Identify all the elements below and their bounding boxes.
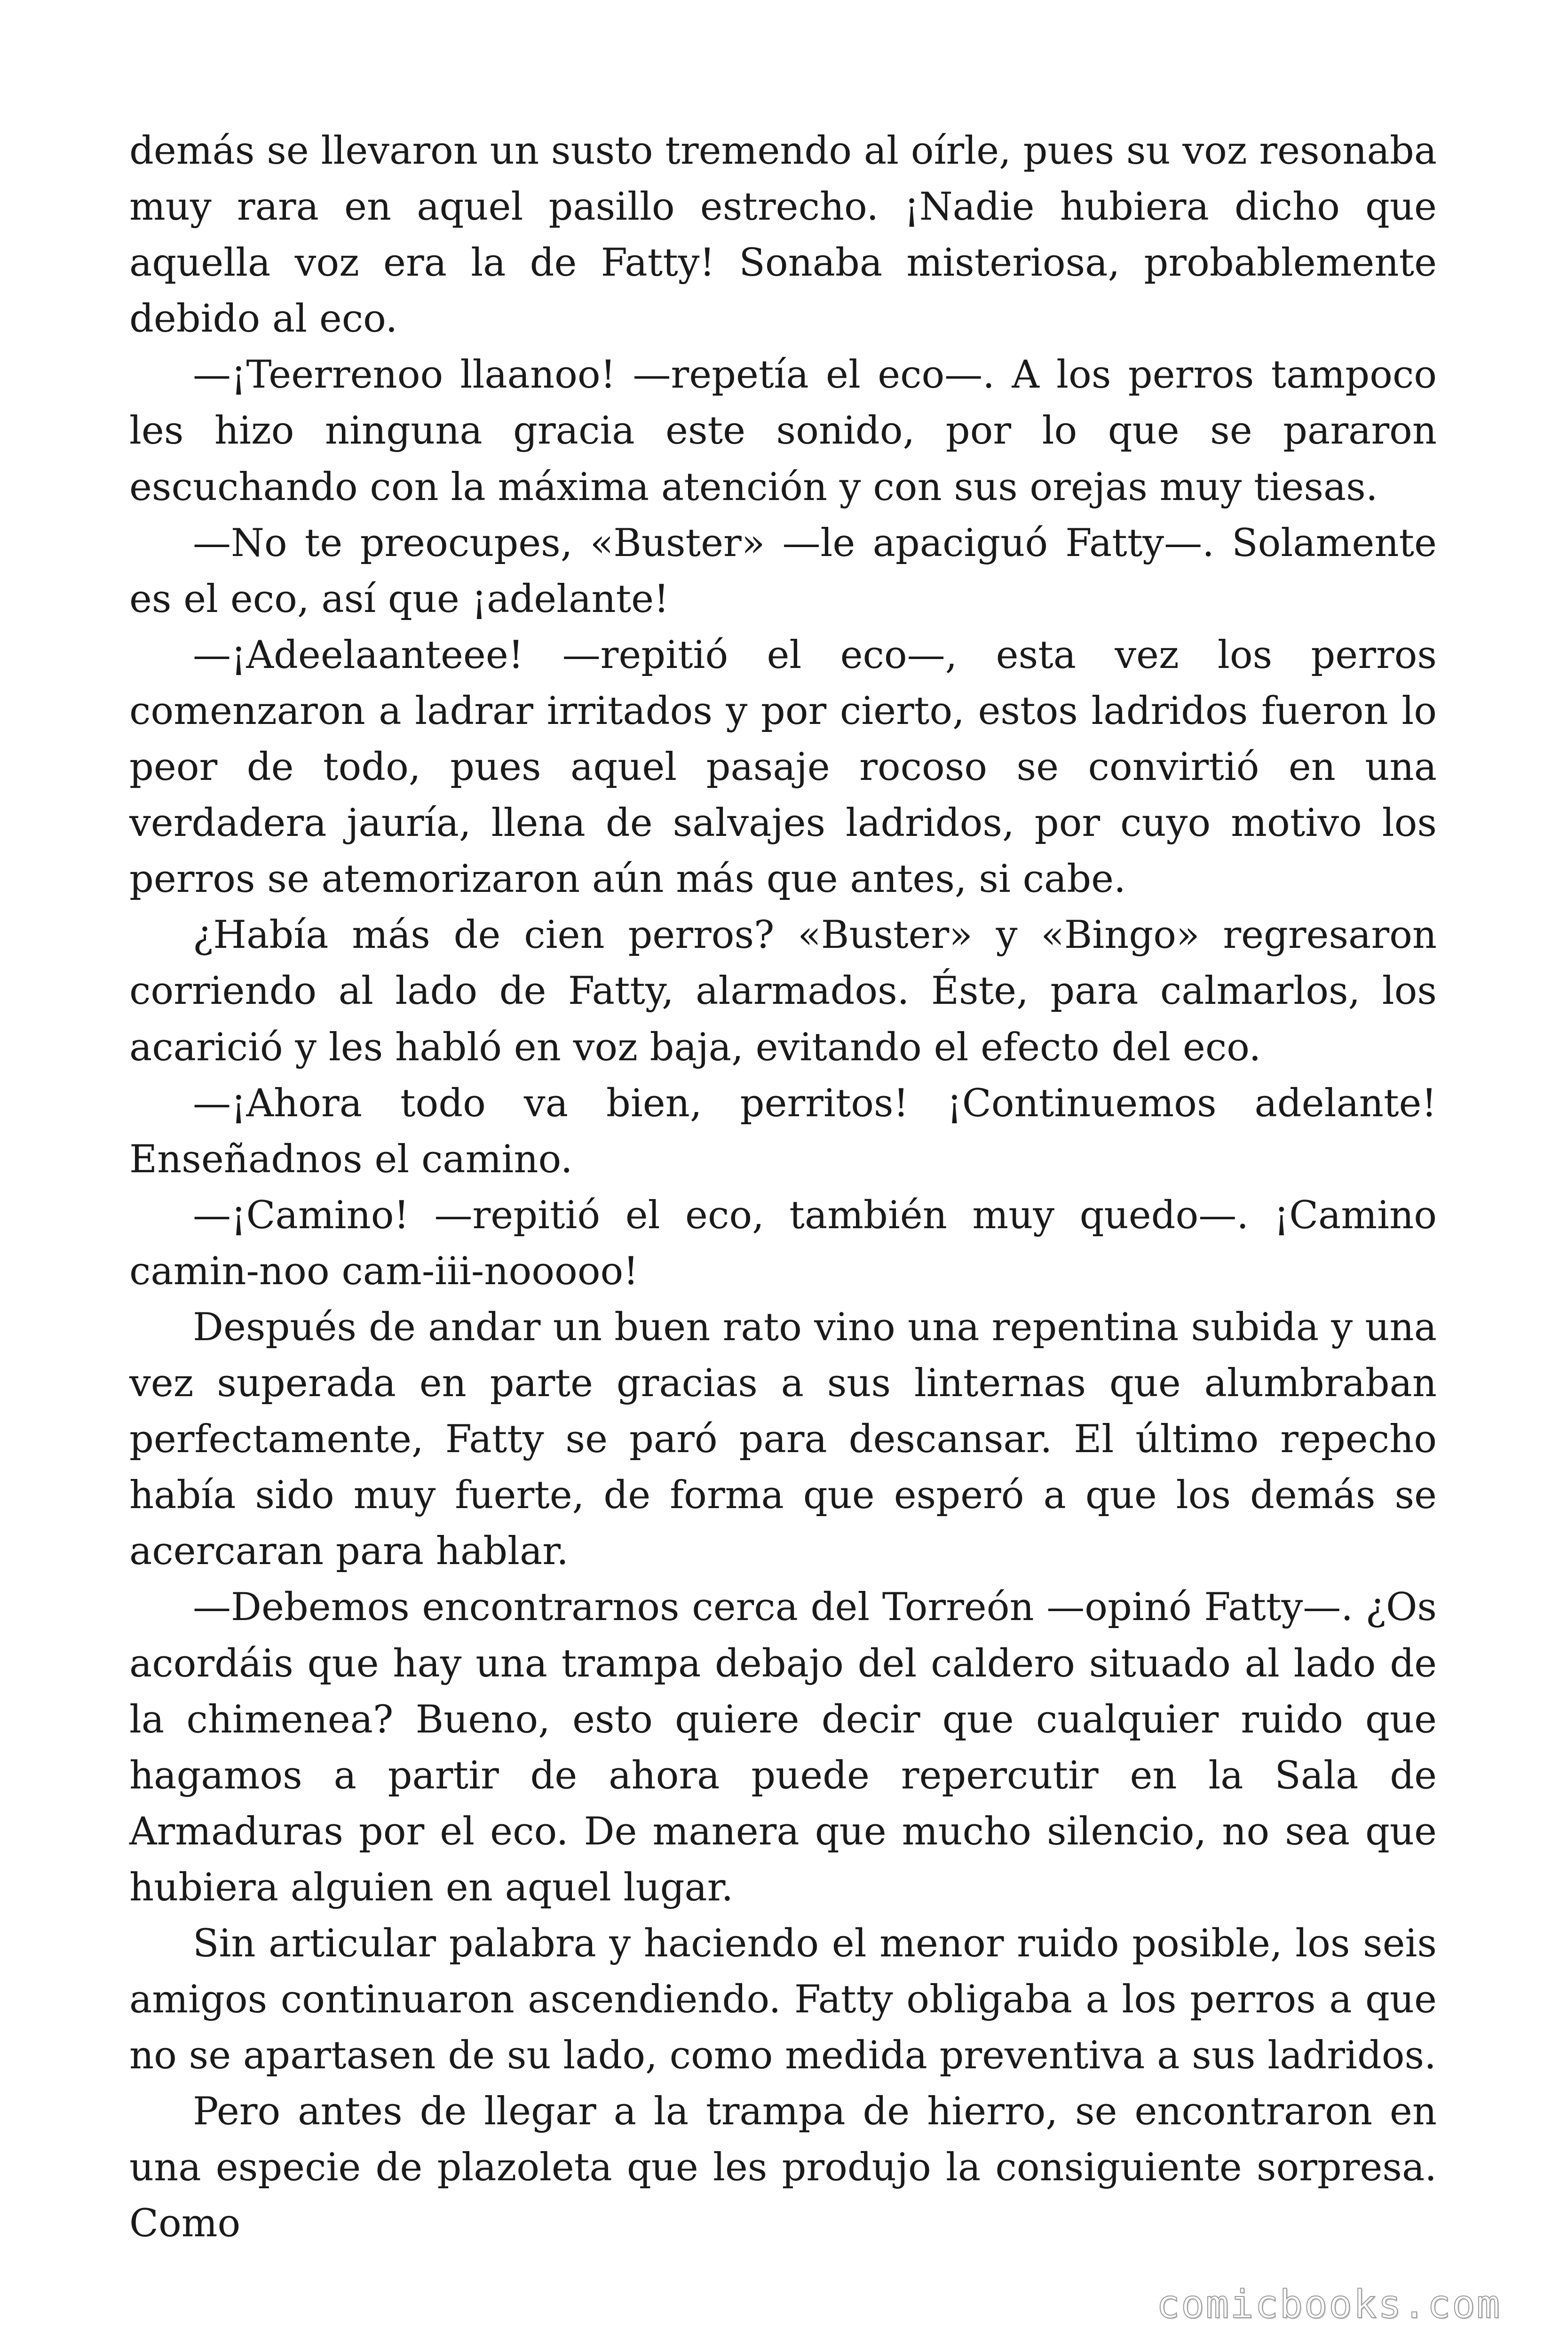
paragraph: Sin articular palabra y haciendo el menor ruido posible, los seis amigos continuaron ascendiendo. Fatty obligaba a los perros a que no se apartasen de su lado, como medida preventiva a sus ladridos.	[129, 1922, 1437, 2078]
paragraph: —¡Camino! —repitió el eco, también muy quedo—. ¡Camino camin-noo cam-iii-nooooo!	[129, 1193, 1437, 1294]
paragraph: Después de andar un buen rato vino una repentina subida y una vez superada en parte gracias a sus linternas que alumbraban perfectamente, Fatty se paró para descansar. El último repecho había sido muy fuerte, de forma que esperó a que los demás se acercaran para hablar.	[129, 1305, 1437, 1574]
paragraph: —¡Adeelaanteee! —repitió el eco—, esta vez los perros comenzaron a ladrar irritados y por cierto, estos ladridos fueron lo peor de todo, pues aquel pasaje rocoso se convirtió en una verdadera jauría, llena de salvajes ladridos, por cuyo motivo los perros se atemorizaron aún más que antes, si cabe.	[129, 633, 1437, 902]
paragraph: —¡Teerrenoo llaanoo! —repetía el eco—. A los perros tampoco les hizo ninguna gracia este sonido, por lo que se pararon escuchando con la máxima atención y con sus orejas muy tiesas.	[129, 353, 1437, 509]
body-text	[129, 123, 1437, 2252]
paragraph: —Debemos encontrarnos cerca del Torreón —opinó Fatty—. ¿Os acordáis que hay una trampa debajo del caldero situado al lado de la chimenea? Bueno, esto quiere decir que cualquier ruido que hagamos a partir de ahora puede repercutir en la Sala de Armaduras por el eco. De manera que mucho silencio, no sea que hubiera alguien en aquel lugar.	[129, 1585, 1437, 1910]
paragraph: ¿Había más de cien perros? «Buster» y «Bingo» regresaron corriendo al lado de Fatty, alarmados. Éste, para calmarlos, los acarició y les habló en voz baja, evitando el efecto del eco.	[129, 913, 1437, 1070]
paragraph: —¡Ahora todo va bien, perritos! ¡Continuemos adelante! Enseñadnos el camino.	[129, 1081, 1437, 1182]
paragraph: —No te preocupes, «Buster» —le apaciguó Fatty—. Solamente es el eco, así que ¡adelante!	[129, 521, 1437, 621]
watermark: comicbooks.com	[1156, 2282, 1501, 2327]
paragraph: Pero antes de llegar a la trampa de hierro, se encontraron en una especie de plazoleta que les produjo la consiguiente sorpresa. Como	[129, 2090, 1437, 2246]
paragraph-continuation: demás se llevaron un susto tremendo al oírle, pues su voz resonaba muy rara en aquel pasillo estrecho. ¡Nadie hubiera dicho que aquella voz era la de Fatty! Sonaba misteriosa, probablemente debido al eco.	[129, 129, 1437, 342]
